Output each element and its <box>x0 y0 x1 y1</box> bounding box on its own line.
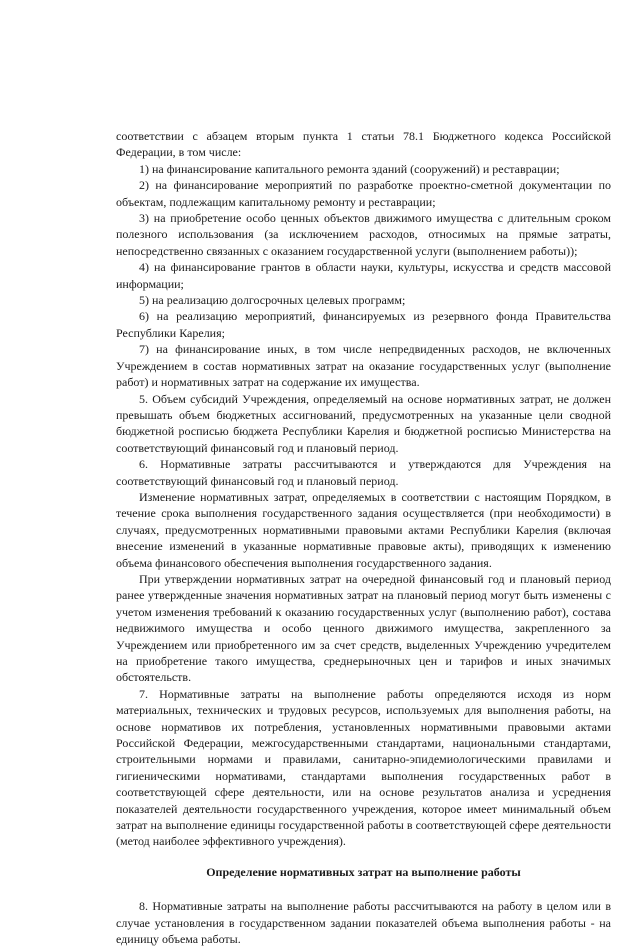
paragraph: При утверждении нормативных затрат на очередной финансовый год и плановый период ранее утвержденные значения нормативных затрат на плановый период могут быть изменены с учетом изменения требований к оказанию государственных услуг (выполнению работ), состава недвижимого имущества и особо ценного движимого имущества, закрепленного за Учреждением или приобретенного им за счет средств, выделенных Учреждению учредителем на приобретение такого имущества, среднерыночных цен и тарифов и иных значимых обстоятельств. <box>116 571 611 685</box>
paragraph: 7. Нормативные затраты на выполнение работы определяются исходя из норм материальных, технических и трудовых ресурсов, используемых для выполнения работы, на основе нормативов их потребления, установленных нормативными правовыми актами Российской Федерации, межгосударственными стандартами, национальными стандартами, строительными нормами и правилами, санитарно-эпидемиологическими правилами и гигиеническими нормативами, стандартами выполнения государственных работ в соответствующей сфере деятельности, или на основе результатов анализа и усреднения показателей деятельности государственного учреждения, которое имеет минимальный объем затрат на выполнение единицы государственной работы в соответствующей сфере деятельности (метод наиболее эффективного учреждения). <box>116 686 611 849</box>
list-item: 3) на приобретение особо ценных объектов движимого имущества с длительным сроком полезного использования (за исключением расходов, относимых на прямые затраты, непосредственно связанных с оказанием государственной услуги (выполнением работы)); <box>116 211 611 258</box>
list-item: 1) на финансирование капитального ремонта зданий (сооружений) и реставрации; <box>139 161 560 176</box>
document-body <box>116 128 611 948</box>
list-item: 5) на реализацию долгосрочных целевых программ; <box>139 293 406 308</box>
paragraph: 8. Нормативные затраты на выполнение работы рассчитываются на работу в целом или в случае установления в государственном задании показателей объема выполнения работы - на единицу объема работы. <box>116 899 611 947</box>
list-item: 4) на финансирование грантов в области науки, культуры, искусства и средств массовой информации; <box>116 260 611 291</box>
paragraph: Изменение нормативных затрат, определяемых в соответствии с настоящим Порядком, в течение срока выполнения государственного задания осуществляется (при необходимости) в случаях, предусмотренных нормативными правовыми актами Республики Карелия (включая внесение изменений в указанные нормативные правовые акты), приводящих к изменению объема финансового обеспечения выполнения государственного задания. <box>116 489 611 570</box>
paragraph: 5. Объем субсидий Учреждения, определяемый на основе нормативных затрат, не должен превышать объем бюджетных ассигнований, предусмотренных на указанные цели сводной бюджетной росписью бюджета Республики Карелия и бюджетной росписью Министерства на соответствующий финансовый год и плановый период. <box>116 391 611 455</box>
paragraph: 6. Нормативные затраты рассчитываются и утверждаются для Учреждения на соответствующий финансовый год и плановый период. <box>116 457 611 488</box>
paragraph: соответствии с абзацем вторым пункта 1 статьи 78.1 Бюджетного кодекса Российской Федерации, в том числе: <box>116 129 611 160</box>
list-item: 2) на финансирование мероприятий по разработке проектно-сметной документации по объектам, подлежащим капитальному ремонту и реставрации; <box>116 178 611 209</box>
list-item: 7) на финансирование иных, в том числе непредвиденных расходов, не включенных Учреждением в состав нормативных затрат на оказание государственных услуг (выполнение работ) и нормативных затрат на содержание их имущества. <box>116 342 611 390</box>
list-item: 6) на реализацию мероприятий, финансируемых из резервного фонда Правительства Республики Карелия; <box>116 309 611 340</box>
section-heading: Определение нормативных затрат на выполнение работы <box>206 864 521 879</box>
